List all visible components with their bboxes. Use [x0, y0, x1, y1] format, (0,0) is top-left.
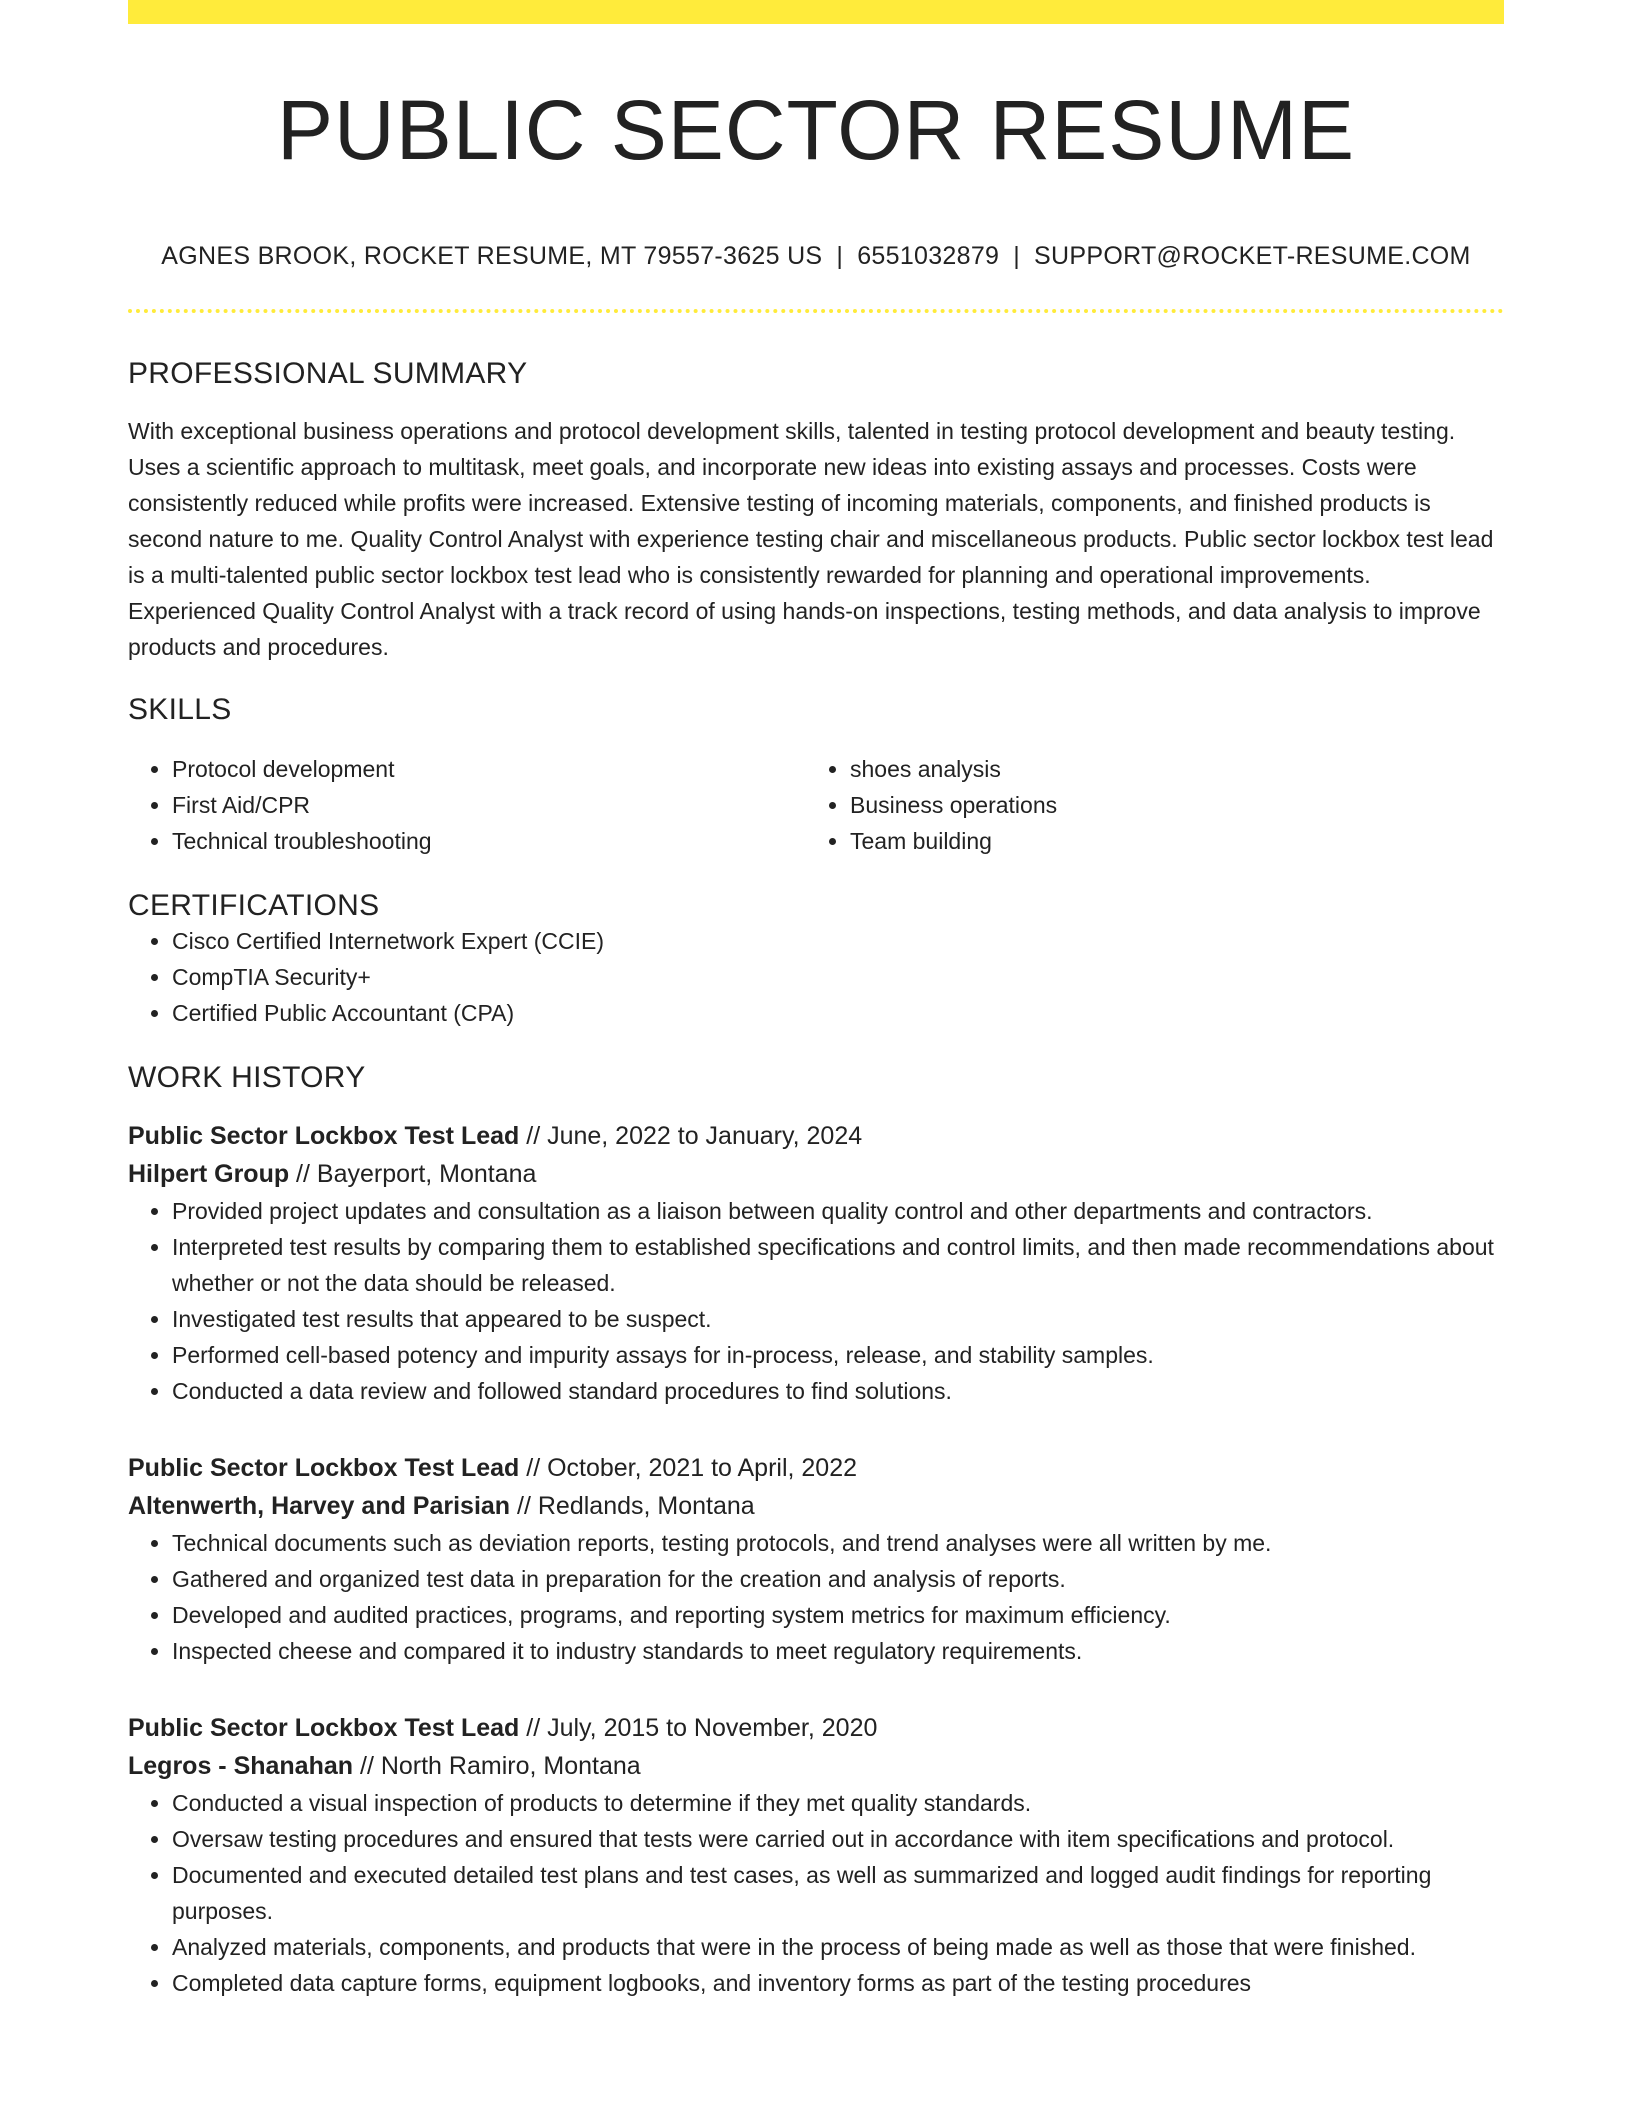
job-company: Legros - Shanahan: [128, 1752, 354, 1781]
dotted-divider: [128, 309, 1504, 313]
skill-item: • First Aid/CPR: [172, 787, 806, 823]
top-accent-bar: [128, 0, 1504, 24]
contact-separator: |: [836, 242, 844, 271]
job-bullet-list: [128, 1193, 1504, 1409]
job-dates: // July, 2015 to November, 2020: [519, 1714, 878, 1743]
job-bullet: • Developed and audited practices, programs, and reporting system metrics for maximum efficiency.: [172, 1597, 1504, 1633]
job-location: // Redlands, Montana: [510, 1492, 755, 1521]
job-title: Public Sector Lockbox Test Lead: [128, 1714, 520, 1743]
job-bullet: • Oversaw testing procedures and ensured that tests were carried out in accordance with item specifications and protocol.: [172, 1821, 1504, 1857]
job-entry: [128, 1449, 1504, 1669]
skills-heading: SKILLS: [128, 693, 232, 727]
certifications-heading: CERTIFICATIONS: [128, 889, 380, 923]
work-history-heading: WORK HISTORY: [128, 1061, 366, 1095]
summary-text: With exceptional business operations and protocol development skills, talented in testing protocol development and beauty testing. Uses a scientific approach to multitask, meet goals, and incorporate new ideas into existing assays and processes. Costs were consistently reduced while profits were increased. Extensive testing of incoming materials, components, and finished products is second nature to me. Quality Control Analyst with experience testing chair and miscellaneous products. Public sector lockbox test lead is a multi-talented public sector lockbox test lead who is consistently rewarded for planning and operational improvements. Experienced Quality Control Analyst with a track record of using hands-on inspections, testing methods, and data analysis to improve products and procedures.: [128, 418, 1494, 661]
certification-item: • Certified Public Accountant (CPA): [172, 995, 1504, 1031]
contact-line: [128, 242, 1504, 271]
resume-page: [128, 0, 1504, 2001]
skill-item: • Business operations: [850, 787, 1484, 823]
contact-separator: |: [1013, 242, 1021, 271]
job-location: // North Ramiro, Montana: [353, 1752, 641, 1781]
job-location: // Bayerport, Montana: [289, 1160, 537, 1189]
job-company: Hilpert Group: [128, 1160, 290, 1189]
skills-list-left: [128, 751, 806, 859]
job-title: Public Sector Lockbox Test Lead: [128, 1122, 520, 1151]
job-bullet: • Interpreted test results by comparing them to established specifications and control limits, and then made recommendations about whether or not the data should be released.: [172, 1229, 1504, 1301]
job-company-line: [128, 1747, 1504, 1785]
job-entry: [128, 1117, 1504, 1409]
certification-item: • CompTIA Security+: [172, 959, 1504, 995]
contact-email: SUPPORT@ROCKET-RESUME.COM: [1034, 242, 1471, 271]
job-bullet: • Conducted a visual inspection of products to determine if they met quality standards.: [172, 1785, 1504, 1821]
job-company-line: [128, 1487, 1504, 1525]
job-title-line: [128, 1709, 1504, 1747]
summary-heading: PROFESSIONAL SUMMARY: [128, 357, 528, 391]
skill-item: • Team building: [850, 823, 1484, 859]
job-bullet: • Technical documents such as deviation reports, testing protocols, and trend analyses were all written by me.: [172, 1525, 1504, 1561]
job-bullet: • Investigated test results that appeared to be suspect.: [172, 1301, 1504, 1337]
skills-grid: [128, 751, 1504, 859]
job-company-line: [128, 1155, 1504, 1193]
resume-title: PUBLIC SECTOR RESUME: [277, 83, 1355, 177]
job-bullet: • Documented and executed detailed test plans and test cases, as well as summarized and logged audit findings for reporting purposes.: [172, 1857, 1504, 1929]
job-bullet: • Gathered and organized test data in preparation for the creation and analysis of reports.: [172, 1561, 1504, 1597]
skills-column-right: [806, 751, 1484, 859]
job-bullet: • Completed data capture forms, equipment logbooks, and inventory forms as part of the testing procedures: [172, 1965, 1504, 2001]
job-bullet: • Provided project updates and consultation as a liaison between quality control and other departments and contractors.: [172, 1193, 1504, 1229]
certifications-list: [128, 923, 1504, 1031]
job-title: Public Sector Lockbox Test Lead: [128, 1454, 520, 1483]
job-bullet: • Performed cell-based potency and impurity assays for in-process, release, and stability samples.: [172, 1337, 1504, 1373]
skill-item: • Protocol development: [172, 751, 806, 787]
skill-item: • shoes analysis: [850, 751, 1484, 787]
job-bullet: • Inspected cheese and compared it to industry standards to meet regulatory requirements.: [172, 1633, 1504, 1669]
job-title-line: [128, 1117, 1504, 1155]
job-bullet-list: [128, 1785, 1504, 2001]
contact-phone: 6551032879: [857, 242, 1000, 271]
job-title-line: [128, 1449, 1504, 1487]
contact-address: AGNES BROOK, ROCKET RESUME, MT 79557-3625 US: [161, 242, 823, 271]
job-bullet: • Conducted a data review and followed standard procedures to find solutions.: [172, 1373, 1504, 1409]
job-entry: [128, 1709, 1504, 2001]
job-dates: // October, 2021 to April, 2022: [519, 1454, 858, 1483]
job-bullet: • Analyzed materials, components, and products that were in the process of being made as well as those that were finished.: [172, 1929, 1504, 1965]
certification-item: • Cisco Certified Internetwork Expert (CCIE): [172, 923, 1504, 959]
job-company: Altenwerth, Harvey and Parisian: [128, 1492, 511, 1521]
job-dates: // June, 2022 to January, 2024: [519, 1122, 863, 1151]
skills-list-right: [806, 751, 1484, 859]
skill-item: • Technical troubleshooting: [172, 823, 806, 859]
job-bullet-list: [128, 1525, 1504, 1669]
skills-column-left: [128, 751, 806, 859]
